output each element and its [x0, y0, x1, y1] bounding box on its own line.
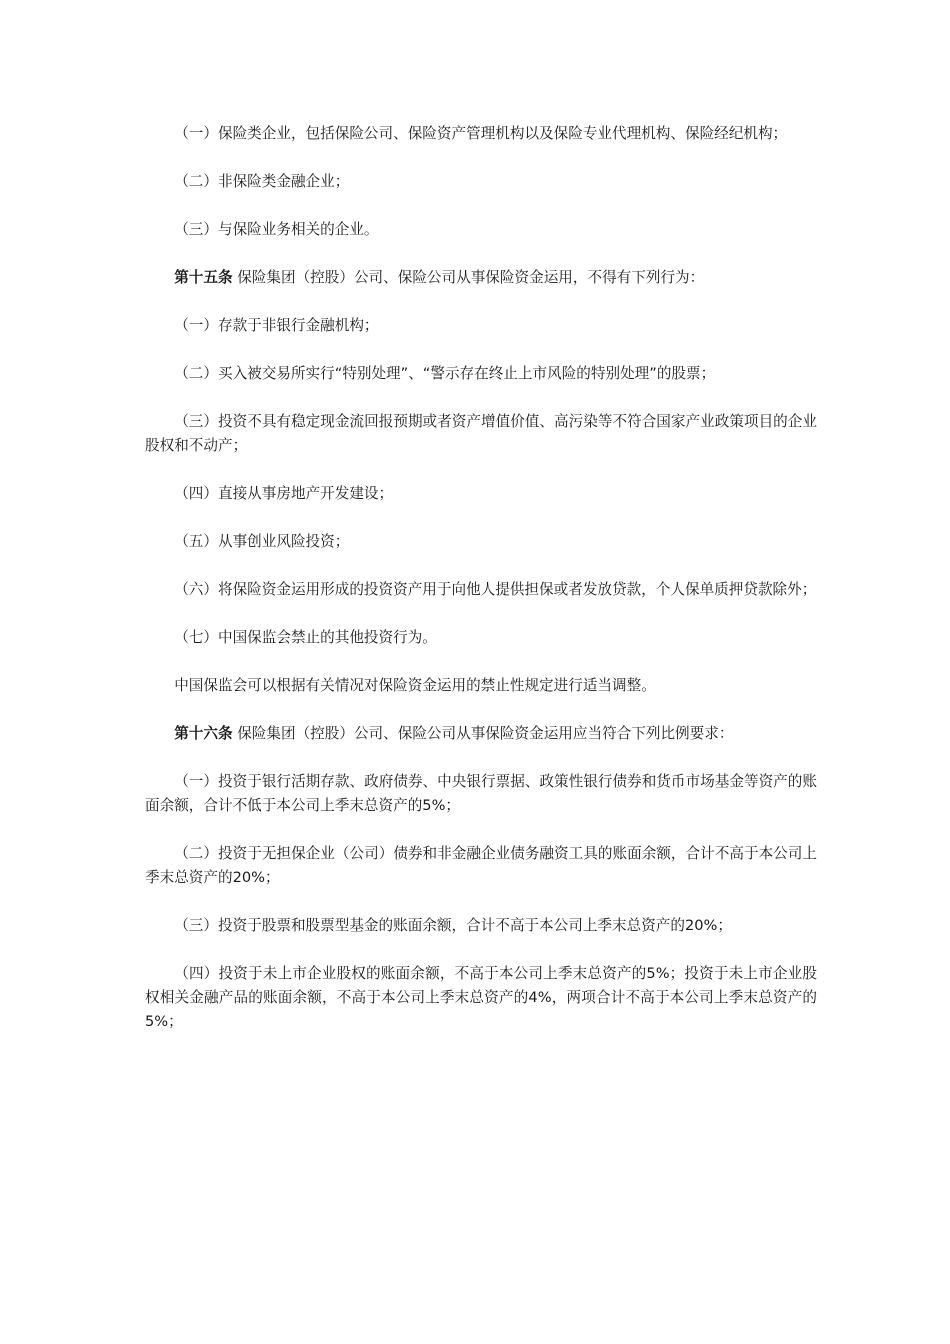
paragraph-text: （五）从事创业风险投资； [174, 533, 350, 550]
paragraph [145, 842, 817, 890]
paragraph-text: （四）直接从事房地产开发建设； [174, 485, 394, 502]
paragraph-text: （一）保险类企业，包括保险公司、保险资产管理机构以及保险专业代理机构、保险经纪机构； [174, 125, 788, 142]
paragraph [145, 626, 817, 650]
paragraph-text: （一）投资于银行活期存款、政府债券、中央银行票据、政策性银行债券和货币市场基金等资产的账面余额，合计不低于本公司上季末总资产的5%； [145, 773, 817, 814]
paragraph [145, 482, 817, 506]
paragraph-text: （三）投资于股票和股票型基金的账面余额，合计不高于本公司上季末总资产的20%； [174, 917, 733, 934]
article-16-paragraph [145, 722, 817, 746]
article-15-paragraph [145, 266, 817, 290]
paragraph [145, 170, 817, 194]
paragraph [145, 122, 817, 146]
paragraph [145, 914, 817, 938]
paragraph-text: 保险集团（控股）公司、保险公司从事保险资金运用，不得有下列行为： [232, 269, 705, 286]
paragraph-text: （四）投资于未上市企业股权的账面余额，不高于本公司上季末总资产的5%；投资于未上市企业股权相关金融产品的账面余额，不高于本公司上季末总资产的4%，两项合计不高于本公司上季末总资产的5%； [145, 965, 817, 1030]
paragraph [145, 314, 817, 338]
document-body [145, 122, 817, 1058]
paragraph-text: （七）中国保监会禁止的其他投资行为。 [174, 629, 437, 646]
paragraph-text: （二）投资于无担保企业（公司）债券和非金融企业债务融资工具的账面余额，合计不高于本公司上季末总资产的20%； [145, 845, 817, 886]
paragraph [145, 674, 817, 698]
paragraph-text: （二）买入被交易所实行“特别处理”、“警示存在终止上市风险的特别处理”的股票； [174, 365, 716, 382]
paragraph [145, 578, 817, 602]
paragraph [145, 218, 817, 242]
paragraph-text: （二）非保险类金融企业； [174, 173, 350, 190]
paragraph-text: 保险集团（控股）公司、保险公司从事保险资金运用应当符合下列比例要求： [232, 725, 734, 742]
paragraph-text: （一）存款于非银行金融机构； [174, 317, 379, 334]
paragraph [145, 530, 817, 554]
paragraph-text: （六）将保险资金运用形成的投资资产用于向他人提供担保或者发放贷款，个人保单质押贷款除外； [174, 581, 817, 598]
article-number: 第十六条 [174, 725, 233, 742]
paragraph-text: （三）与保险业务相关的企业。 [174, 221, 379, 238]
paragraph [145, 962, 817, 1034]
article-number: 第十五条 [174, 269, 233, 286]
paragraph [145, 770, 817, 818]
paragraph-text: （三）投资不具有稳定现金流回报预期或者资产增值价值、高污染等不符合国家产业政策项目的企业股权和不动产； [145, 413, 817, 454]
paragraph-text: 中国保监会可以根据有关情况对保险资金运用的禁止性规定进行适当调整。 [174, 677, 656, 694]
paragraph [145, 362, 817, 386]
paragraph [145, 410, 817, 458]
